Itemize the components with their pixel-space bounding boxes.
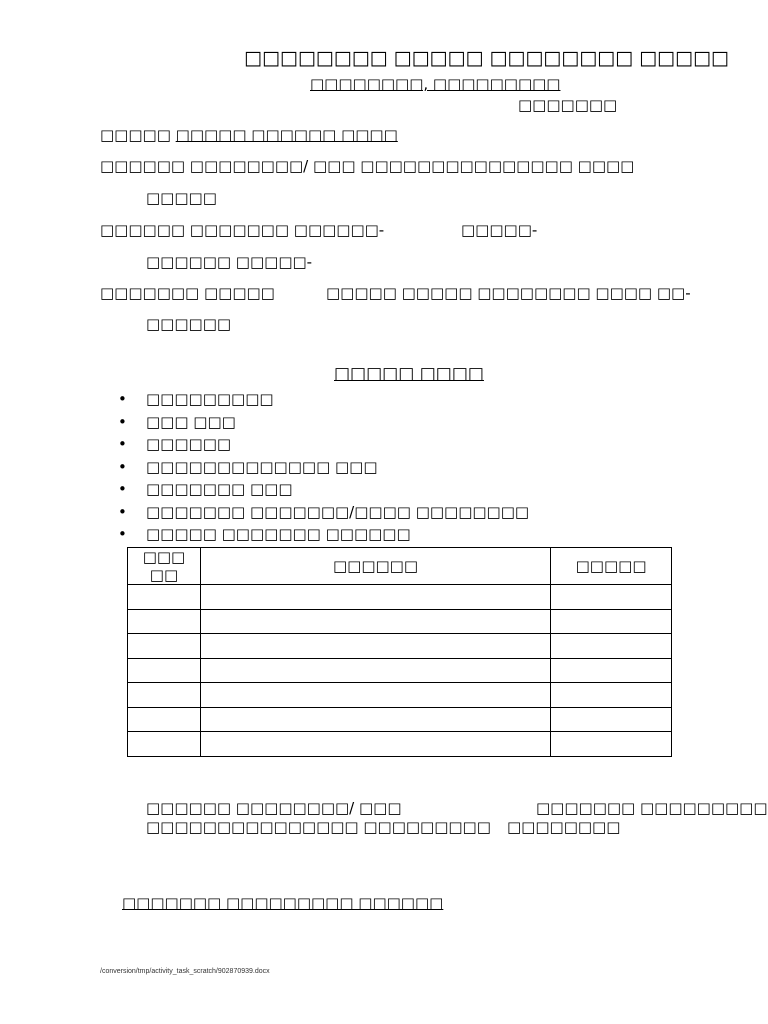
footer-file-path: /conversion/tmp/activity_task_scratch/902870939.docx: [100, 968, 270, 975]
table-row: [128, 683, 672, 708]
table-cell[interactable]: [200, 732, 550, 757]
table-cell[interactable]: [200, 609, 550, 634]
table-row: [128, 634, 672, 659]
table-header-row: [128, 548, 672, 585]
table-cell[interactable]: [551, 732, 672, 757]
field-line-1-value: □□□□□ □□□□□□ □□□□: [175, 126, 398, 144]
list-item: • □□□□□□: [118, 433, 529, 456]
table-row: [128, 585, 672, 610]
table-cell[interactable]: [200, 658, 550, 683]
signature-right-line-1: □□□□□□□ □□□□□□□□□: [536, 799, 768, 817]
date-label: □□□□□□□: [518, 96, 618, 114]
table-cell[interactable]: [200, 683, 550, 708]
field-line-5: □□□□□□ □□□□□-: [146, 253, 313, 271]
table-header-cell: □□□□□: [551, 548, 672, 585]
table-cell[interactable]: [128, 683, 201, 708]
table-header-cell: □□□ □□: [128, 548, 201, 585]
table-cell[interactable]: [128, 732, 201, 757]
list-item: • □□□□□□□□□: [118, 388, 529, 411]
table-cell[interactable]: [551, 634, 672, 659]
table-cell[interactable]: [200, 707, 550, 732]
field-line-7: □□□□□□: [146, 315, 232, 333]
table-row: [128, 609, 672, 634]
signature-left-line-1: □□□□□□ □□□□□□□□/ □□□: [146, 799, 402, 817]
table-row: [128, 732, 672, 757]
field-line-1: [100, 126, 398, 144]
field-line-6-left: □□□□□□□ □□□□□: [100, 284, 275, 302]
table-cell[interactable]: [128, 585, 201, 610]
table-cell[interactable]: [128, 609, 201, 634]
closing-text: □□□□□□□ □□□□□□□□□ □□□□□□: [122, 894, 444, 912]
signature-right-line-2: □□□□□□□□: [507, 818, 621, 836]
signature-left-line-2: □□□□□□□□□□□□□□□ □□□□□□□□□: [146, 818, 491, 836]
table-row: [128, 658, 672, 683]
field-line-6-right: □□□□□ □□□□□ □□□□□□□□ □□□□ □□-: [326, 284, 691, 302]
table-cell[interactable]: [551, 658, 672, 683]
details-table: [127, 547, 672, 757]
list-item: • □□□ □□□: [118, 411, 529, 434]
table-cell[interactable]: [551, 585, 672, 610]
list-item: • □□□□□□□ □□□: [118, 478, 529, 501]
field-line-4-left: □□□□□□ □□□□□□□ □□□□□□-: [100, 221, 385, 239]
table-cell[interactable]: [551, 609, 672, 634]
field-line-4-right: □□□□□-: [461, 221, 538, 239]
field-line-2: □□□□□□ □□□□□□□□/ □□□ □□□□□□□□□□□□□□□ □□□□: [100, 157, 635, 175]
section-heading: □□□□□ □□□□: [334, 364, 484, 384]
document-subtitle: □□□□□□□□, □□□□□□□□□: [310, 75, 561, 93]
attachment-list: [118, 388, 529, 546]
table-cell[interactable]: [200, 634, 550, 659]
table-cell[interactable]: [551, 707, 672, 732]
table-cell[interactable]: [200, 585, 550, 610]
document-title: □□□□□□□□ □□□□□ □□□□□□□□ □□□□□: [244, 47, 729, 69]
list-item: • □□□□□ □□□□□□□ □□□□□□: [118, 523, 529, 546]
table-cell[interactable]: [551, 683, 672, 708]
table-header-cell: □□□□□□: [200, 548, 550, 585]
field-line-3: □□□□□: [146, 189, 217, 207]
list-item: • □□□□□□□ □□□□□□□/□□□□ □□□□□□□□: [118, 501, 529, 524]
list-item: • □□□□□□□□□□□□□ □□□: [118, 456, 529, 479]
table-row: [128, 707, 672, 732]
field-line-1-prefix: □□□□□: [100, 126, 171, 144]
table-cell[interactable]: [128, 707, 201, 732]
table-cell[interactable]: [128, 634, 201, 659]
table-cell[interactable]: [128, 658, 201, 683]
